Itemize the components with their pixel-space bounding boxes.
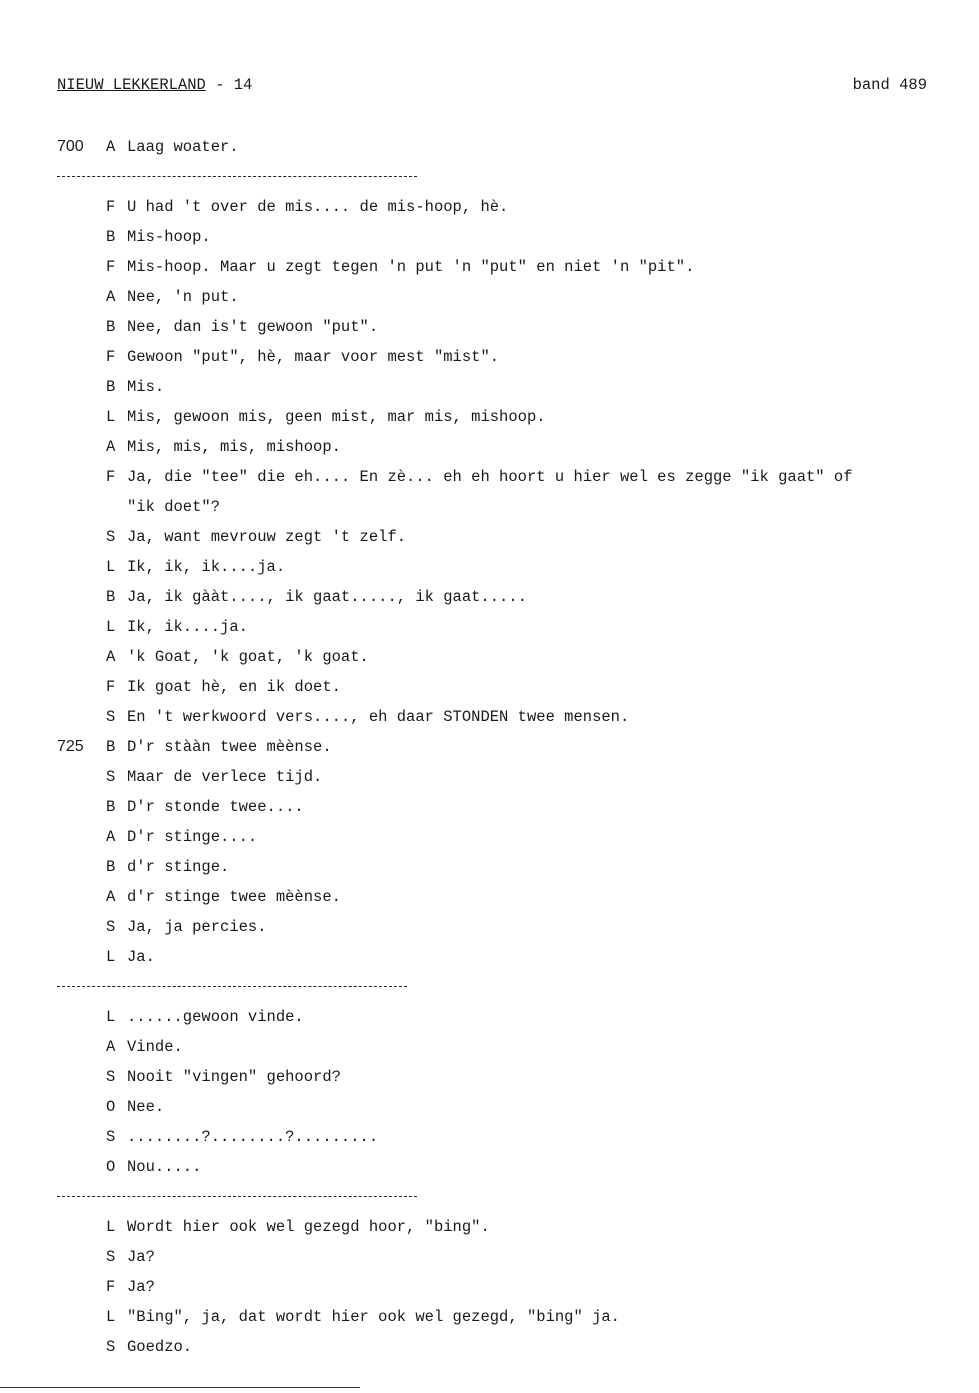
transcript-line [0,1306,979,1328]
utterance-text: Mis-hoop. Maar u zegt tegen 'n put 'n "put" en niet 'n "pit". [127,258,695,276]
speaker-label: S [106,918,116,936]
speaker-label: L [106,408,116,426]
speaker-label: B [106,228,116,246]
utterance-text: Ja. [127,948,155,966]
speaker-label: S [106,528,116,546]
utterance-text: Ja, ik gààt...., ik gaat....., ik gaat..... [127,588,527,606]
speaker-label: F [106,348,116,366]
speaker-label: A [106,828,116,846]
transcript-line [0,286,979,308]
utterance-text: Goedzo. [127,1338,193,1356]
utterance-text: Mis-hoop. [127,228,211,246]
transcript-line [0,1006,979,1028]
speaker-label: A [106,648,116,666]
utterance-text: Vinde. [127,1038,183,1056]
transcript-line [0,856,979,878]
speaker-label: A [106,288,116,306]
utterance-text: Ja, want mevrouw zegt 't zelf. [127,528,407,546]
transcript-line [0,1036,979,1058]
speaker-label: A [106,138,116,156]
speaker-label: B [106,738,116,756]
title-page-number: - 14 [205,76,253,94]
utterance-text: D'r stinge.... [127,828,258,846]
utterance-text: Mis, gewoon mis, geen mist, mar mis, mishoop. [127,408,546,426]
utterance-text: Nooit "vingen" gehoord? [127,1068,341,1086]
utterance-text: Ja, ja percies. [127,918,267,936]
speaker-label: S [106,1128,116,1146]
line-number: 725 [57,738,84,755]
speaker-label: A [106,438,116,456]
transcript-line [0,1336,979,1358]
section-separator [57,986,407,987]
transcript-line [0,226,979,248]
speaker-label: F [106,198,116,216]
title-place-name: NIEUW LEKKERLAND [57,76,206,94]
speaker-label: S [106,768,116,786]
section-separator [57,176,417,177]
speaker-label: B [106,798,116,816]
utterance-text: Ja? [127,1248,155,1266]
speaker-label: B [106,318,116,336]
utterance-text: U had 't over de mis.... de mis-hoop, hè. [127,198,509,216]
transcript-line [0,886,979,908]
transcript-line [0,766,979,788]
speaker-label: F [106,258,116,276]
utterance-text: D'r stààn twee mèènse. [127,738,332,756]
utterance-text: Ja, die "tee" die eh.... En zè... eh eh hoort u hier wel es zegge "ik gaat" of [127,468,853,486]
line-number: 700 [57,138,84,155]
transcript-line [0,316,979,338]
utterance-text: Ik, ik, ik....ja. [127,558,286,576]
transcript-line [0,346,979,368]
transcript-line [0,466,979,488]
utterance-text: Ik goat hè, en ik doet. [127,678,341,696]
transcript-line [0,586,979,608]
utterance-text: Maar de verlece tijd. [127,768,323,786]
utterance-text: Nou..... [127,1158,202,1176]
utterance-text: Gewoon "put", hè, maar voor mest "mist". [127,348,500,366]
transcript-line [0,826,979,848]
transcript-line [0,946,979,968]
speaker-label: B [106,588,116,606]
speaker-label: L [106,558,116,576]
speaker-label: F [106,1278,116,1296]
utterance-text: Mis. [127,378,165,396]
band-number: band 489 [852,76,927,94]
speaker-label: O [106,1158,116,1176]
transcript-line [0,646,979,668]
utterance-text: d'r stinge twee mèènse. [127,888,341,906]
utterance-continuation: "ik doet"? [127,498,221,516]
speaker-label: L [106,1308,116,1326]
transcript-line [0,406,979,428]
speaker-label: S [106,708,116,726]
utterance-text: En 't werkwoord vers...., eh daar STONDEN twee mensen. [127,708,630,726]
transcript-line [0,1216,979,1238]
transcript-line [0,1246,979,1268]
speaker-label: L [106,618,116,636]
transcript-line [0,1126,979,1148]
document-title [57,76,252,94]
utterance-text: Ja? [127,1278,155,1296]
utterance-text: 'k Goat, 'k goat, 'k goat. [127,648,369,666]
transcript-line [0,526,979,548]
speaker-label: L [106,948,116,966]
speaker-label: O [106,1098,116,1116]
utterance-text: Mis, mis, mis, mishoop. [127,438,341,456]
transcript-line [0,616,979,638]
transcript-line [0,676,979,698]
speaker-label: F [106,468,116,486]
speaker-label: F [106,678,116,696]
speaker-label: L [106,1218,116,1236]
utterance-text: Nee. [127,1098,165,1116]
utterance-text: D'r stonde twee.... [127,798,304,816]
utterance-text: "Bing", ja, dat wordt hier ook wel gezegd, "bing" ja. [127,1308,620,1326]
transcript-line [0,376,979,398]
speaker-label: L [106,1008,116,1026]
utterance-text: Ik, ik....ja. [127,618,248,636]
speaker-label: A [106,1038,116,1056]
utterance-text: ......gewoon vinde. [127,1008,304,1026]
transcript-line [0,706,979,728]
section-separator [57,1196,417,1197]
speaker-label: S [106,1068,116,1086]
speaker-label: B [106,378,116,396]
transcript-line [0,796,979,818]
transcript-line [0,256,979,278]
speaker-label: A [106,888,116,906]
utterance-text: Laag woater. [127,138,239,156]
utterance-text: Nee, 'n put. [127,288,239,306]
utterance-text: Wordt hier ook wel gezegd hoor, "bing". [127,1218,490,1236]
bottom-rule [0,1387,360,1388]
transcript-line [0,136,979,158]
speaker-label: S [106,1248,116,1266]
utterance-text: Nee, dan is't gewoon "put". [127,318,379,336]
transcript-line [0,736,979,758]
transcript-line [0,196,979,218]
transcript-line [0,1276,979,1298]
transcript-line [0,556,979,578]
transcript-line [0,1156,979,1178]
speaker-label: B [106,858,116,876]
utterance-text: ........?........?......... [127,1128,379,1146]
transcript-line [0,916,979,938]
transcript-line [0,1096,979,1118]
page-header [57,76,927,100]
transcript-line [0,1066,979,1088]
utterance-text: d'r stinge. [127,858,230,876]
speaker-label: S [106,1338,116,1356]
transcript-line [0,436,979,458]
transcript-line [0,496,979,518]
